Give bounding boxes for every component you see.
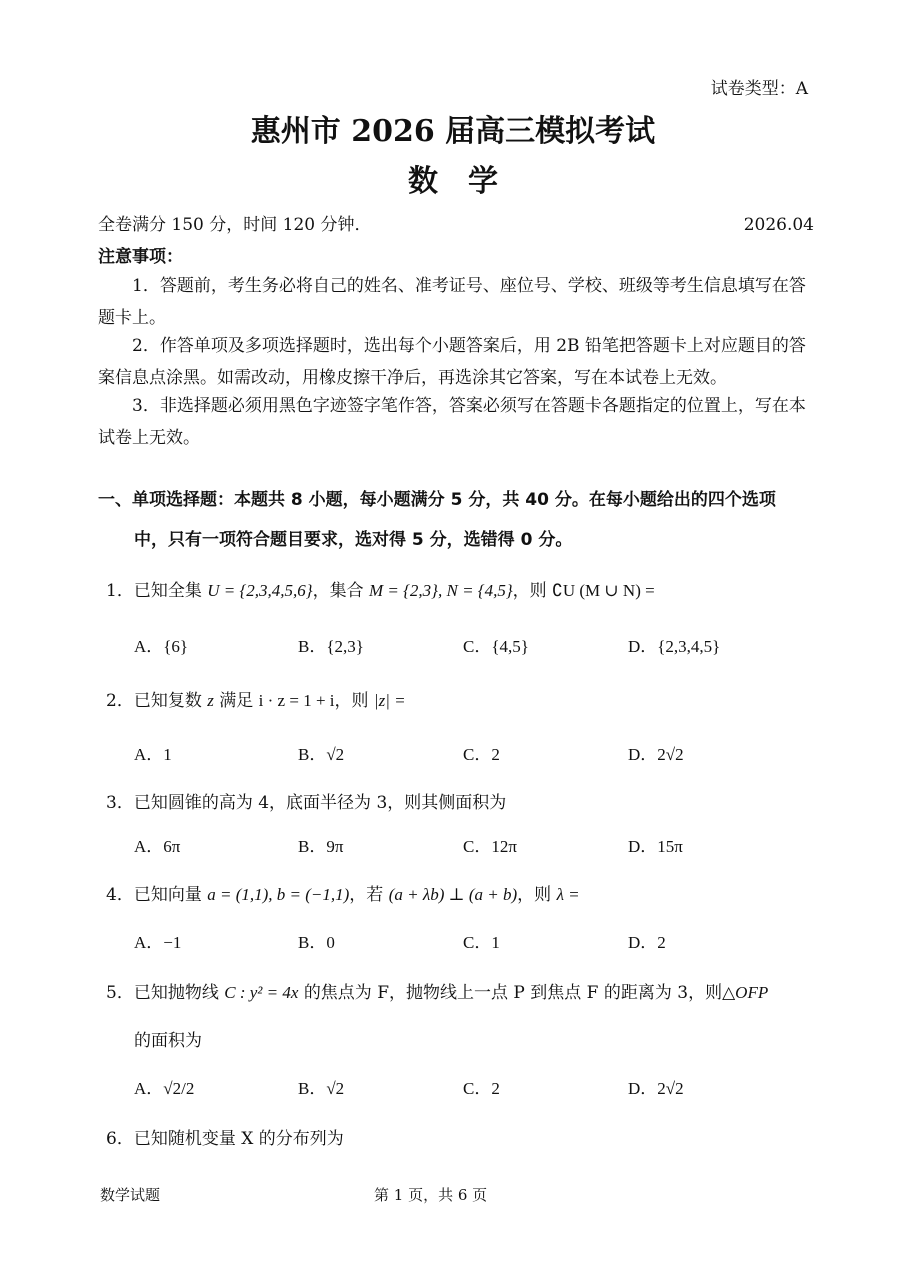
option-c: C．2 xyxy=(463,1079,500,1098)
notice-item-1: 1．答题前，考生务必将自己的姓名、准考证号、座位号、学校、班级等考生信息填写在答题卡上。 xyxy=(98,276,806,328)
math-parabola: C : y² = 4x xyxy=(224,983,299,1002)
footer-subject: 数学试题 xyxy=(100,1186,161,1204)
math-set-u: U = {2,3,4,5,6} xyxy=(207,581,313,600)
notice-item-3: 3．非选择题必须用黑色字迹签字笔作答，答案必须写在答题卡各题指定的位置上，写在本试卷上无效。 xyxy=(98,396,806,448)
option-c: C．{4,5} xyxy=(463,637,529,656)
math-complement-expr: ∁U (M ∪ N) = xyxy=(552,581,655,600)
question-3-options xyxy=(134,830,814,864)
math-triangle: △OFP xyxy=(722,983,769,1002)
option-b: B．0 xyxy=(298,933,335,952)
exam-title: 惠州市 2026 届高三模拟考试 xyxy=(250,114,656,149)
question-5-options xyxy=(134,1072,814,1106)
section-heading-line2: 中，只有一项符合题目要求，选对得 5 分，选错得 0 分。 xyxy=(134,530,573,550)
question-5-stem: 5．已知抛物线 C : y² = 4x 的焦点为 F，抛物线上一点 P 到焦点 F 的距离为 3，则△OFP xyxy=(106,983,769,1003)
question-4-stem: 4．已知向量 a = (1,1), b = (−1,1)，若 (a + λb) ⊥ (a + b)，则 λ = xyxy=(106,885,580,905)
option-d: D．15π xyxy=(628,837,683,856)
exam-date: 2026.04 xyxy=(743,215,814,235)
question-4-options xyxy=(134,926,814,960)
question-1-options xyxy=(134,630,814,664)
option-b: B．√2 xyxy=(298,1079,345,1098)
option-d: D．{2,3,4,5} xyxy=(628,637,721,656)
notice-item-2: 2．作答单项及多项选择题时，选出每个小题答案后，用 2B 铅笔把答题卡上对应题目的答案信息点涂黑。如需改动，用橡皮擦干净后，再选涂其它答案，写在本试卷上无效。 xyxy=(98,336,806,388)
option-a: A．6π xyxy=(134,837,181,856)
option-c: C．1 xyxy=(463,933,500,952)
option-a: A．√2/2 xyxy=(134,1079,195,1098)
math-perpendicular-condition: (a + λb) ⊥ (a + b) xyxy=(388,885,518,904)
option-c: C．12π xyxy=(463,837,517,856)
option-b: B．√2 xyxy=(298,745,345,764)
question-number: 1． xyxy=(106,581,134,601)
exam-info: 全卷满分 150 分，时间 120 分钟． xyxy=(98,215,372,235)
option-d: D．2√2 xyxy=(628,1079,684,1098)
notice-heading: 注意事项： xyxy=(98,247,183,267)
option-a: A．−1 xyxy=(134,933,182,952)
math-vectors: a = (1,1), b = (−1,1) xyxy=(207,885,350,904)
question-3-stem: 3．已知圆锥的高为 4，底面半径为 3，则其侧面积为 xyxy=(106,793,507,813)
option-d: D．2√2 xyxy=(628,745,684,764)
paper-type: 试卷类型：A xyxy=(710,79,808,99)
page-number: 第 1 页，共 6 页 xyxy=(374,1186,488,1204)
section-heading-line1: 一、单项选择题：本题共 8 小题，每小题满分 5 分，共 40 分。在每小题给出的四个选项 xyxy=(98,490,776,510)
option-b: B．{2,3} xyxy=(298,637,364,656)
option-d: D．2 xyxy=(628,933,666,952)
option-b: B．9π xyxy=(298,837,344,856)
question-1-stem: 1．已知全集 U = {2,3,4,5,6}，集合 M = {2,3}, N = {4,5}，则 ∁U (M ∪ N) = xyxy=(106,581,655,601)
question-2-options xyxy=(134,738,814,772)
question-5-stem-line2: 的面积为 xyxy=(134,1031,202,1051)
option-a: A．1 xyxy=(134,745,172,764)
question-6-stem: 6．已知随机变量 X 的分布列为 xyxy=(106,1129,344,1149)
subject-title: 数 学 xyxy=(408,164,498,199)
math-sets-mn: M = {2,3}, N = {4,5} xyxy=(369,581,513,600)
math-equation: i · z = 1 + i xyxy=(258,691,335,710)
math-modulus-expr: |z| = xyxy=(373,691,406,710)
option-a: A．{6} xyxy=(134,637,189,656)
option-c: C．2 xyxy=(463,745,500,764)
question-2-stem: 2．已知复数 z 满足 i · z = 1 + i，则 |z| = xyxy=(106,691,406,711)
